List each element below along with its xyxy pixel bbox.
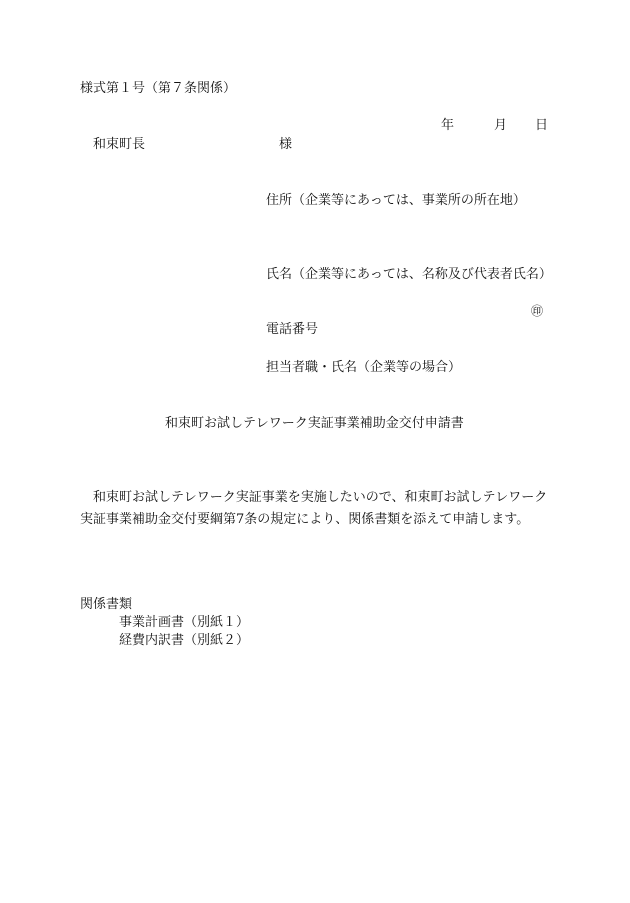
- seal-icon: ㊞: [531, 304, 544, 318]
- body-text-line-1: 和束町お試しテレワーク実証事業を実施したいので、和束町お試しテレワーク: [93, 490, 548, 505]
- name-label: 氏名（企業等にあっては、名称及び代表者氏名）: [266, 267, 552, 282]
- attachment-item: 経費内訳書（別紙２）: [119, 633, 250, 648]
- date-year-label: 年: [441, 118, 455, 133]
- body-text-line-2: 実証事業補助金交付要綱第7条の規定により、関係書類を添えて申請します。: [80, 512, 530, 527]
- date-day-label: 日: [535, 118, 549, 133]
- attachments-heading: 関係書類: [80, 597, 133, 612]
- contact-person-label: 担当者職・氏名（企業等の場合）: [266, 360, 462, 375]
- date-month-label: 月: [494, 118, 508, 133]
- phone-label: 電話番号: [266, 322, 319, 337]
- addressee: 和束町長: [93, 137, 146, 152]
- honorific: 様: [279, 137, 293, 152]
- address-label: 住所（企業等にあっては、事業所の所在地）: [266, 193, 526, 208]
- document-title: 和束町お試しテレワーク実証事業補助金交付申請書: [165, 416, 464, 431]
- attachment-item: 事業計画書（別紙１）: [119, 615, 250, 630]
- form-number: 様式第１号（第７条関係）: [80, 81, 237, 96]
